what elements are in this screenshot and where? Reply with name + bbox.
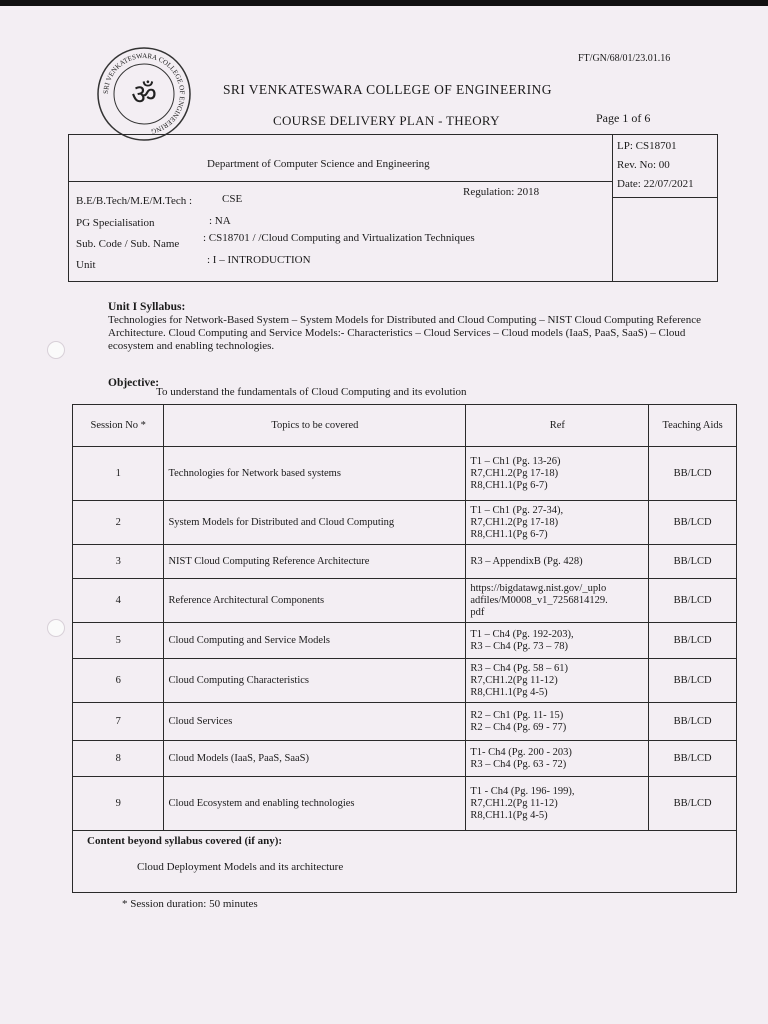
objective-heading: Objective:: [108, 377, 160, 389]
ref-line: R8,CH1.1(Pg 4-5): [470, 809, 548, 821]
content-beyond-text: Cloud Deployment Models and its architecture: [137, 861, 344, 873]
table-header-row: [73, 405, 737, 447]
teaching-aid: BB/LCD: [649, 659, 737, 703]
ref-line: R2 – Ch4 (Pg. 69 - 77): [470, 721, 567, 733]
syllabus-text: Technologies for Network-Based System – System Models for Distributed and Cloud Computing – NIST Cloud Computing Reference Architecture. Cloud Computing and Service Models:- Characteristics – Cloud Services – Cloud models (IaaS, PaaS, SaaS) – Cloud ecosystem and enabling technologies.: [108, 314, 701, 352]
session-topic: Cloud Ecosystem and enabling technologies: [164, 777, 466, 831]
programme-value: CSE: [222, 193, 243, 205]
table-row: [73, 741, 737, 777]
objective-text: To understand the fundamentals of Cloud Computing and its evolution: [156, 386, 467, 398]
table-row: [73, 623, 737, 659]
box-divider: [612, 197, 718, 198]
session-topic: System Models for Distributed and Cloud Computing: [164, 501, 466, 545]
session-ref: [466, 501, 649, 545]
session-plan-table: [72, 404, 737, 893]
subject-label: Sub. Code / Sub. Name: [76, 238, 180, 250]
form-code: FT/GN/68/01/23.01.16: [578, 53, 671, 64]
ref-line: R3 – Ch4 (Pg. 73 – 78): [470, 640, 569, 652]
revision-number: Rev. No: 00: [617, 159, 670, 171]
ref-line: R7,CH1.2(Pg 11-12): [470, 797, 558, 809]
teaching-aid: BB/LCD: [649, 703, 737, 741]
punch-hole: [47, 619, 65, 637]
session-ref: [466, 777, 649, 831]
topics-header: Topics to be covered: [164, 405, 466, 447]
session-ref: [466, 545, 649, 579]
box-divider: [612, 134, 613, 282]
department-name: Department of Computer Science and Engineering: [207, 158, 430, 170]
ref-line: R8,CH1.1(Pg 4-5): [470, 686, 548, 698]
ref-line: T1 – Ch1 (Pg. 27-34),: [470, 504, 564, 516]
course-info-box: [68, 134, 718, 282]
ref-line: pdf: [470, 606, 485, 618]
teaching-aid: BB/LCD: [649, 777, 737, 831]
ref-line: R8,CH1.1(Pg 6-7): [470, 528, 548, 540]
content-beyond-label: Content beyond syllabus covered (if any):: [87, 835, 283, 847]
table-row: [73, 501, 737, 545]
teaching-aid: BB/LCD: [649, 447, 737, 501]
table-row: [73, 545, 737, 579]
ref-line: T1 - Ch4 (Pg. 196- 199),: [470, 785, 575, 797]
punch-hole: [47, 341, 65, 359]
teaching-aid: BB/LCD: [649, 623, 737, 659]
session-ref: [466, 623, 649, 659]
plan-date: Date: 22/07/2021: [617, 178, 694, 190]
ref-line: R8,CH1.1(Pg 6-7): [470, 479, 548, 491]
ref-line: R7,CH1.2(Pg 17-18): [470, 467, 559, 479]
session-no: 3: [73, 545, 164, 579]
session-no: 2: [73, 501, 164, 545]
teaching-aids-header: Teaching Aids: [649, 405, 737, 447]
teaching-aid: BB/LCD: [649, 579, 737, 623]
session-ref: [466, 703, 649, 741]
pg-specialisation-label: PG Specialisation: [76, 217, 155, 229]
pg-specialisation-value: : NA: [209, 215, 231, 227]
ref-line: T1 – Ch1 (Pg. 13-26): [470, 455, 561, 467]
programme-label: B.E/B.Tech/M.E/M.Tech :: [76, 195, 193, 207]
seal-om-symbol: ॐ: [131, 78, 157, 111]
ref-line: T1 – Ch4 (Pg. 192-203),: [470, 628, 574, 640]
unit-label: Unit: [76, 259, 96, 271]
ref-line: R3 – Ch4 (Pg. 58 – 61): [470, 662, 569, 674]
document-title: COURSE DELIVERY PLAN - THEORY: [273, 113, 500, 128]
table-row: [73, 659, 737, 703]
subject-value: : CS18701 / /Cloud Computing and Virtualization Techniques: [203, 232, 475, 244]
seal-ring-text: SRI VENKATESWARA COLLEGE OF ENGINEERING: [101, 51, 187, 136]
teaching-aid: BB/LCD: [649, 501, 737, 545]
session-ref: [466, 579, 649, 623]
session-topic: Cloud Services: [164, 703, 466, 741]
scan-top-edge: [0, 0, 768, 6]
session-ref: [466, 447, 649, 501]
session-no: 1: [73, 447, 164, 501]
session-topic: Cloud Computing and Service Models: [164, 623, 466, 659]
session-ref: [466, 741, 649, 777]
teaching-aid: BB/LCD: [649, 741, 737, 777]
ref-header: Ref: [466, 405, 649, 447]
ref-line: adfiles/M0008_v1_7256814129.: [470, 594, 608, 606]
session-no: 4: [73, 579, 164, 623]
session-no: 7: [73, 703, 164, 741]
session-topic: Cloud Models (IaaS, PaaS, SaaS): [164, 741, 466, 777]
session-no: 8: [73, 741, 164, 777]
session-no-header: Session No *: [73, 405, 164, 447]
session-no: 9: [73, 777, 164, 831]
ref-line: https://bigdatawg.nist.gov/_uplo: [470, 582, 607, 594]
ref-line: R2 – Ch1 (Pg. 11- 15): [470, 709, 564, 721]
session-topic: Cloud Computing Characteristics: [164, 659, 466, 703]
college-seal-logo: [96, 46, 192, 142]
college-name: SRI VENKATESWARA COLLEGE OF ENGINEERING: [223, 82, 552, 97]
session-no: 5: [73, 623, 164, 659]
page-number: Page 1 of 6: [596, 111, 651, 125]
table-row: [73, 777, 737, 831]
box-divider: [68, 181, 613, 182]
lp-code: LP: CS18701: [617, 140, 677, 152]
session-no: 6: [73, 659, 164, 703]
teaching-aid: BB/LCD: [649, 545, 737, 579]
session-ref: [466, 659, 649, 703]
ref-line: R3 – AppendixB (Pg. 428): [470, 555, 583, 567]
syllabus-heading: Unit I Syllabus:: [108, 301, 186, 313]
regulation: Regulation: 2018: [463, 186, 540, 198]
ref-line: R7,CH1.2(Pg 17-18): [470, 516, 559, 528]
table-row: [73, 447, 737, 501]
session-duration-footnote: * Session duration: 50 minutes: [122, 898, 258, 910]
content-beyond-syllabus-cell: [73, 831, 737, 893]
session-topic: NIST Cloud Computing Reference Architecture: [164, 545, 466, 579]
session-topic: Technologies for Network based systems: [164, 447, 466, 501]
table-row: [73, 579, 737, 623]
session-topic: Reference Architectural Components: [164, 579, 466, 623]
ref-line: R7,CH1.2(Pg 11-12): [470, 674, 558, 686]
ref-line: T1- Ch4 (Pg. 200 - 203): [470, 746, 572, 758]
table-row: [73, 703, 737, 741]
unit-value: : I – INTRODUCTION: [207, 254, 311, 266]
ref-line: R3 – Ch4 (Pg. 63 - 72): [470, 758, 567, 770]
content-beyond-syllabus-row: [73, 831, 737, 893]
